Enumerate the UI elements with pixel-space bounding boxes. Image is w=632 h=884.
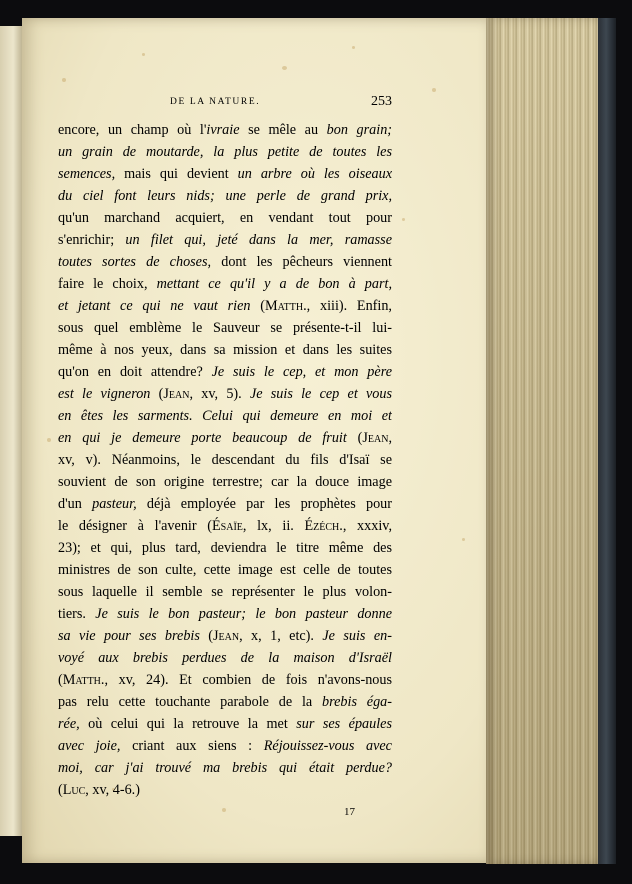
line-text-segment: ( — [250, 298, 265, 314]
line-text-segment: , xv, 5). — [189, 386, 250, 402]
line-text-segment: dont les pêcheurs viennent — [211, 254, 392, 270]
italic-text-segment: sa vie pour ses brebis — [58, 628, 200, 644]
italic-text-segment: un filet qui, jeté dans la mer, ramasse — [125, 232, 392, 248]
foxing-spot — [402, 218, 405, 221]
line-text-segment: , xiii). Enfin, — [306, 298, 392, 314]
line-text-segment: criant aux siens : — [120, 738, 264, 754]
italic-text-segment: ivraie — [206, 122, 240, 138]
text-line — [58, 669, 392, 691]
italic-text-segment: bon grain; — [326, 122, 392, 138]
line-text-segment: se mêle au — [239, 122, 327, 138]
text-line — [58, 625, 392, 647]
text-line — [58, 383, 392, 405]
italic-text-segment: rée, — [58, 716, 80, 732]
italic-text-segment: est le vigneron — [58, 386, 151, 402]
foxing-spot — [62, 78, 66, 82]
line-text-segment: 23); et qui, plus tard, deviendra le titre même des — [58, 540, 392, 556]
line-text-segment: ministres de son culte, cette image est celle de toutes — [58, 562, 392, 578]
line-text-segment: s'enrichir; — [58, 232, 126, 248]
line-text-segment: xv, v). Néanmoins, le descendant du fils d'Isaï se — [58, 452, 392, 468]
text-line — [58, 603, 392, 625]
text-line — [58, 251, 392, 273]
text-line — [58, 295, 392, 317]
italic-text-segment: et jetant ce qui ne vaut rien — [58, 298, 251, 314]
line-text-segment: ( — [58, 672, 63, 688]
italic-text-segment: en qui je demeure porte beaucoup de fruit — [58, 430, 347, 446]
italic-text-segment: du ciel font leurs nids; une perle de grand prix, — [58, 188, 392, 204]
smallcaps-reference: Ézéch. — [304, 518, 343, 534]
line-text-segment: qu'on en doit attendre? — [58, 364, 212, 380]
foxing-spot — [142, 53, 145, 56]
line-text-segment: mais qui devient — [115, 166, 238, 182]
line-text-segment: même à nos yeux, dans sa mission et dans les suites — [58, 342, 392, 358]
foxing-spot — [222, 808, 226, 812]
line-text-segment: , xxxiv, — [342, 518, 392, 534]
text-line — [58, 713, 392, 735]
foxing-spot — [47, 438, 51, 442]
text-line — [58, 757, 392, 779]
book-cover — [598, 18, 616, 864]
smallcaps-reference: Jean — [163, 386, 190, 402]
text-line — [58, 141, 392, 163]
italic-text-segment: mettant ce qu'il y a de bon à part, — [156, 276, 392, 292]
italic-text-segment: toutes sortes de choses, — [58, 254, 212, 270]
italic-text-segment: un grain de moutarde, la plus petite de toutes les — [58, 144, 392, 160]
text-line — [58, 581, 392, 603]
italic-text-segment: moi, car j'ai trouvé ma brebis qui était perdue? — [58, 760, 392, 776]
text-line — [58, 735, 392, 757]
italic-text-segment: brebis éga- — [322, 694, 392, 710]
italic-text-segment: Je suis le cep et vous — [249, 386, 392, 402]
facing-page-edge — [0, 26, 23, 836]
line-text-segment: , xv, 24). Et combien de fois n'avons-nous — [104, 672, 392, 688]
foxing-spot — [432, 88, 436, 92]
text-line — [58, 515, 392, 537]
line-text-segment: , xv, 4-6.) — [85, 782, 140, 798]
italic-text-segment: semences, — [58, 166, 116, 182]
signature-mark: 17 — [344, 806, 355, 818]
text-line — [58, 471, 392, 493]
text-line — [58, 361, 392, 383]
text-line — [58, 537, 392, 559]
italic-text-segment: avec joie, — [58, 738, 121, 754]
text-line — [58, 339, 392, 361]
text-line — [58, 427, 392, 449]
line-text-segment: ( — [199, 628, 214, 644]
text-line — [58, 449, 392, 471]
italic-text-segment: sur ses épaules — [296, 716, 392, 732]
italic-text-segment: Je suis en- — [322, 628, 392, 644]
text-line — [58, 559, 392, 581]
text-line — [58, 493, 392, 515]
text-line — [58, 779, 392, 801]
foxing-spot — [282, 66, 287, 70]
line-text-segment: où celui qui la retrouve la met — [79, 716, 297, 732]
running-head: DE LA NATURE. — [170, 97, 261, 107]
line-text-segment: , lx, ii. — [242, 518, 305, 534]
line-text-segment: pas relu cette touchante parabole de la — [58, 694, 323, 710]
text-line — [58, 119, 392, 141]
italic-text-segment: Réjouissez-vous avec — [263, 738, 392, 754]
text-line — [58, 185, 392, 207]
line-text-segment: souvient de son origine terrestre; car la douce image — [58, 474, 392, 490]
smallcaps-reference: Luc — [62, 782, 86, 798]
text-line — [58, 163, 392, 185]
line-text-segment: tiers. — [58, 606, 96, 622]
line-text-segment: le désigner à l'avenir ( — [58, 518, 212, 534]
italic-text-segment: en êtes les sarments. Celui qui demeure en moi et — [58, 408, 392, 424]
text-line — [58, 273, 392, 295]
line-text-segment: ( — [58, 782, 63, 798]
smallcaps-reference: Jean — [362, 430, 389, 446]
italic-text-segment: Je suis le cep, et mon père — [211, 364, 392, 380]
text-line — [58, 647, 392, 669]
italic-text-segment: un arbre où les oiseaux — [237, 166, 392, 182]
italic-text-segment: voyé aux brebis perdues de la maison d'Israël — [58, 650, 392, 666]
foxing-spot — [352, 46, 355, 49]
line-text-segment: qu'un marchand acquiert, en vendant tout pour — [58, 210, 392, 226]
line-text-segment: , — [388, 430, 392, 446]
line-text-segment: sous laquelle il semble se représenter le plus volon- — [58, 584, 392, 600]
line-text-segment: encore, un champ où l' — [58, 122, 207, 138]
text-line — [58, 405, 392, 427]
foxing-spot — [462, 538, 465, 541]
text-line — [58, 207, 392, 229]
italic-text-segment: pasteur, — [92, 496, 137, 512]
smallcaps-reference: Matth. — [62, 672, 105, 688]
page-number: 253 — [371, 94, 392, 109]
smallcaps-reference: Jean — [213, 628, 240, 644]
line-text-segment: d'un — [58, 496, 93, 512]
page-edges — [486, 18, 598, 864]
page-header — [58, 94, 392, 116]
text-line — [58, 691, 392, 713]
line-text-segment: déjà employée par les prophètes pour — [136, 496, 392, 512]
line-text-segment: ( — [346, 430, 363, 446]
line-text-segment: sous quel emblème le Sauveur se présente-t-il lui- — [58, 320, 392, 336]
smallcaps-reference: Matth. — [264, 298, 307, 314]
text-line — [58, 229, 392, 251]
italic-text-segment: Je suis le bon pasteur; le bon pasteur donne — [95, 606, 392, 622]
text-line — [58, 317, 392, 339]
line-text-segment: faire le choix, — [58, 276, 157, 292]
line-text-segment: ( — [150, 386, 164, 402]
line-text-segment: , x, 1, etc). — [239, 628, 323, 644]
smallcaps-reference: Ésaïe — [212, 518, 243, 534]
